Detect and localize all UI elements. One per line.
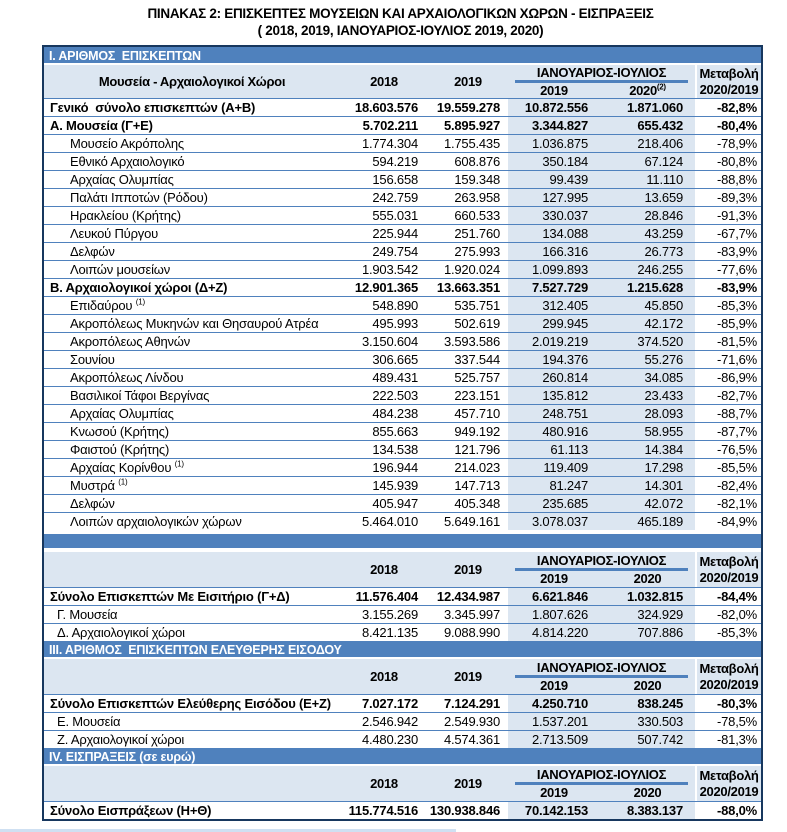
column-header-2018: 2018 xyxy=(370,776,398,791)
row-label: Φαιστού (Κρήτης) xyxy=(70,442,170,457)
table-row xyxy=(44,224,761,242)
cell-jul-2019: 235.685 xyxy=(508,495,600,512)
column-header-jul-2019: 2019 xyxy=(540,678,568,693)
cell-change: -82,1% xyxy=(717,496,757,511)
cell-jul-2019: 81.247 xyxy=(508,477,600,494)
row-label: Μυστρά $^{(1)}$ xyxy=(70,477,128,493)
cell-jul-2019: 1.099.893 xyxy=(508,261,600,278)
cell-2018: 306.665 xyxy=(372,352,418,367)
column-header-2018: 2018 xyxy=(370,562,398,577)
row-label: Ε. Μουσεία xyxy=(57,714,121,729)
cell-jul-2019: 3.078.037 xyxy=(508,513,600,530)
column-header-2018: 2018 xyxy=(370,669,398,684)
table-row xyxy=(44,605,761,623)
table-row xyxy=(44,494,761,512)
row-label: Δ. Αρχαιολογικοί χώροι xyxy=(57,625,185,640)
cell-change: -78,9% xyxy=(717,136,757,151)
row-label: Γ. Μουσεία xyxy=(57,607,118,622)
cell-2019: 1.755.435 xyxy=(443,136,500,151)
jan-jul-label: ΙΑΝΟΥΑΡΙΟΣ-ΙΟΥΛΙΟΣ xyxy=(515,552,688,571)
cell-jul-2019: 119.409 xyxy=(508,459,600,476)
table-row xyxy=(44,152,761,170)
cell-change: -83,9% xyxy=(717,280,757,295)
cell-2019: 275.993 xyxy=(454,244,500,259)
cell-2019: 9.088.990 xyxy=(443,625,500,640)
column-header-row xyxy=(44,550,761,587)
cell-jul-2020: 42.172 xyxy=(600,315,695,332)
cell-change: -88,7% xyxy=(717,406,757,421)
cell-2018: 594.219 xyxy=(372,154,418,169)
cell-jul-2019: 166.316 xyxy=(508,243,600,260)
section-band: ΙΙΙ. ΑΡΙΘΜΟΣ ΕΠΙΣΚΕΠΤΩΝ ΕΛΕΥΘΕΡΗΣ ΕΙΣΟΔΟΥ xyxy=(44,641,761,657)
cell-jul-2019: 312.405 xyxy=(508,297,600,314)
cell-2019: 608.876 xyxy=(454,154,500,169)
cell-2018: 405.947 xyxy=(372,496,418,511)
cell-jul-2019: 260.814 xyxy=(508,369,600,386)
row-label: Σύνολο Επισκεπτών Ελεύθερης Εισόδου (Ε+Ζ) xyxy=(50,696,331,711)
row-label: Σύνολο Επισκεπτών Με Εισιτήριο (Γ+Δ) xyxy=(50,589,290,604)
column-header-jul-2019: 2019 xyxy=(540,83,568,98)
column-header-change xyxy=(695,766,761,801)
cell-change: -85,5% xyxy=(717,460,757,475)
column-header-jul-2019: 2019 xyxy=(540,571,568,586)
cell-2019: 2.549.930 xyxy=(443,714,500,729)
cell-2018: 242.759 xyxy=(372,190,418,205)
row-label: Αρχαίας Κορίνθου $^{(1)}$ xyxy=(70,459,184,475)
row-label: Α. Μουσεία (Γ+Ε) xyxy=(50,118,153,133)
cell-2018: 489.431 xyxy=(372,370,418,385)
cell-2018: 7.027.172 xyxy=(361,696,418,711)
table-row xyxy=(44,623,761,641)
cell-jul-2019: 330.037 xyxy=(508,207,600,224)
cell-2019: 1.920.024 xyxy=(443,262,500,277)
column-header-jul-2020: 2020 xyxy=(633,785,662,800)
cell-change: -80,3% xyxy=(717,696,757,711)
cell-change: -85,3% xyxy=(717,625,757,640)
cell-jul-2020: 55.276 xyxy=(600,351,695,368)
cell-2019: 525.757 xyxy=(454,370,500,385)
cell-jul-2020: 507.742 xyxy=(600,731,695,748)
cell-jul-2020: 838.245 xyxy=(600,695,695,712)
table-row xyxy=(44,350,761,368)
row-label: Ακροπόλεως Αθηνών xyxy=(70,334,191,349)
cell-jul-2020: 13.659 xyxy=(600,189,695,206)
cell-jul-2019: 127.995 xyxy=(508,189,600,206)
row-label: Λευκού Πύργου xyxy=(70,226,159,241)
cell-jul-2020: 218.406 xyxy=(600,135,695,152)
stats-table xyxy=(42,45,763,821)
table-row xyxy=(44,98,761,116)
cell-2018: 225.944 xyxy=(372,226,418,241)
cell-2019: 251.760 xyxy=(454,226,500,241)
column-header-jan-jul-group xyxy=(508,552,695,587)
table-row xyxy=(44,134,761,152)
jan-jul-years xyxy=(508,678,695,694)
cell-jul-2020: 17.298 xyxy=(600,459,695,476)
cell-jul-2019: 1.807.626 xyxy=(508,606,600,623)
table-row xyxy=(44,188,761,206)
cell-jul-2019: 4.814.220 xyxy=(508,624,600,641)
cell-2019: 535.751 xyxy=(454,298,500,313)
cell-2019: 223.151 xyxy=(454,388,500,403)
cell-jul-2019: 1.537.201 xyxy=(508,713,600,730)
cell-2019: 130.938.846 xyxy=(429,803,500,818)
column-header-jul-2019: 2019 xyxy=(540,785,568,800)
cell-2019: 502.619 xyxy=(454,316,500,331)
column-header-site-label xyxy=(44,659,340,694)
cell-2019: 3.345.997 xyxy=(443,607,500,622)
column-header-jul-2020: 2020 xyxy=(633,678,662,693)
cell-change: -82,8% xyxy=(717,100,757,115)
table-row xyxy=(44,332,761,350)
cell-2019: 457.710 xyxy=(454,406,500,421)
cell-jul-2020: 67.124 xyxy=(600,153,695,170)
cell-jul-2020: 1.215.628 xyxy=(600,279,695,296)
cell-jul-2019: 134.088 xyxy=(508,225,600,242)
cell-change: -83,9% xyxy=(717,244,757,259)
cell-jul-2020: 14.301 xyxy=(600,477,695,494)
column-header-row xyxy=(44,63,761,98)
row-label: Ακροπόλεως Μυκηνών και Θησαυρού Ατρέα xyxy=(70,316,319,331)
cell-jul-2020: 23.433 xyxy=(600,387,695,404)
table-title-block xyxy=(0,0,787,39)
change-label-line1: Μεταβολή xyxy=(699,65,759,81)
cell-2018: 115.774.516 xyxy=(348,803,418,818)
cell-2018: 3.155.269 xyxy=(361,607,418,622)
cell-jul-2019: 350.184 xyxy=(508,153,600,170)
cell-2019: 159.348 xyxy=(454,172,500,187)
table-row xyxy=(44,242,761,260)
row-label: Β. Αρχαιολογικοί χώροι (Δ+Ζ) xyxy=(50,280,228,295)
row-label: Σύνολο Εισπράξεων (Η+Θ) xyxy=(50,803,212,818)
cell-jul-2020: 1.871.060 xyxy=(600,99,695,116)
jan-jul-years xyxy=(508,83,695,98)
table-subtitle: ( 2018, 2019, ΙΑΝΟΥΑΡΙΟΣ-ΙΟΥΛΙΟΣ 2019, 2020) xyxy=(257,23,544,38)
row-label: Λοιπών μουσείων xyxy=(70,262,171,277)
column-header-site-label xyxy=(44,552,340,587)
table-row xyxy=(44,404,761,422)
cell-jul-2020: 28.093 xyxy=(600,405,695,422)
column-header-jul-2020: 2020$^{(2)}$ xyxy=(629,82,666,98)
cell-change: -84,4% xyxy=(717,589,757,604)
row-label: Ακροπόλεως Λίνδου xyxy=(70,370,184,385)
table-row xyxy=(44,458,761,476)
row-label: Εθνικό Αρχαιολογικό xyxy=(70,154,185,169)
row-label: Βασιλικοί Τάφοι Βεργίνας xyxy=(70,388,210,403)
row-label: Ηρακλείου (Κρήτης) xyxy=(70,208,181,223)
table-title: ΠΙΝΑΚΑΣ 2: ΕΠΙΣΚΕΠΤΕΣ ΜΟΥΣΕΙΩΝ ΚΑΙ ΑΡΧΑΙΟΛΟΓΙΚΩΝ ΧΩΡΩΝ - ΕΙΣΠΡΑΞΕΙΣ xyxy=(147,6,654,21)
cell-jul-2020: 1.032.815 xyxy=(600,588,695,605)
column-header-2019: 2019 xyxy=(454,562,482,577)
cell-2018: 222.503 xyxy=(372,388,418,403)
cell-2018: 12.901.365 xyxy=(354,280,418,295)
cell-jul-2019: 2.019.219 xyxy=(508,333,600,350)
cell-2019: 660.533 xyxy=(454,208,500,223)
cell-jul-2019: 2.713.509 xyxy=(508,731,600,748)
cell-jul-2020: 34.085 xyxy=(600,369,695,386)
row-label: Παλάτι Ιπποτών (Ρόδου) xyxy=(70,190,208,205)
column-header-2019: 2019 xyxy=(454,669,482,684)
change-label-line2: 2020/2019 xyxy=(699,81,759,97)
cell-jul-2019: 6.621.846 xyxy=(508,588,600,605)
cell-jul-2019: 7.527.729 xyxy=(508,279,600,296)
cell-2019: 121.796 xyxy=(454,442,500,457)
row-label: Αρχαίας Ολυμπίας xyxy=(70,172,174,187)
table-row xyxy=(44,694,761,712)
table-row xyxy=(44,386,761,404)
cell-2018: 5.464.010 xyxy=(361,514,418,529)
cell-2018: 196.944 xyxy=(372,460,418,475)
section-spacer-band xyxy=(44,534,761,548)
cell-2018: 5.702.211 xyxy=(362,118,418,133)
row-label: Επιδαύρου $^{(1)}$ xyxy=(70,297,145,313)
column-header-change xyxy=(695,65,761,98)
cell-jul-2020: 42.072 xyxy=(600,495,695,512)
cell-2018: 555.031 xyxy=(372,208,418,223)
cell-change: -77,6% xyxy=(717,262,757,277)
footnote-1-marker: (1) xyxy=(118,477,128,487)
cell-2018: 145.939 xyxy=(372,478,418,493)
jan-jul-years xyxy=(508,785,695,801)
cell-jul-2019: 248.751 xyxy=(508,405,600,422)
table-row xyxy=(44,422,761,440)
cell-2018: 495.993 xyxy=(372,316,418,331)
cell-change: -80,4% xyxy=(717,118,757,133)
cell-2019: 405.348 xyxy=(454,496,500,511)
jan-jul-label: ΙΑΝΟΥΑΡΙΟΣ-ΙΟΥΛΙΟΣ xyxy=(515,659,688,678)
cell-2019: 5.649.161 xyxy=(443,514,500,529)
table-row xyxy=(44,296,761,314)
table-row xyxy=(44,170,761,188)
column-header-jan-jul-group xyxy=(508,65,695,98)
column-header-site-label xyxy=(44,766,340,801)
table-row xyxy=(44,278,761,296)
cell-jul-2019: 10.872.556 xyxy=(508,99,600,116)
cell-jul-2020: 14.384 xyxy=(600,441,695,458)
cell-2019: 3.593.586 xyxy=(443,334,500,349)
cell-2018: 1.903.542 xyxy=(361,262,418,277)
row-label: Γενικό σύνολο επισκεπτών (Α+Β) xyxy=(50,100,256,115)
cell-2018: 134.538 xyxy=(372,442,418,457)
column-header-jul-2020: 2020 xyxy=(633,571,662,586)
cell-jul-2020: 28.846 xyxy=(600,207,695,224)
cell-change: -71,6% xyxy=(717,352,757,367)
cell-2019: 5.895.927 xyxy=(443,118,500,133)
section-band: Ι. ΑΡΙΘΜΟΣ ΕΠΙΣΚΕΠΤΩΝ xyxy=(44,47,761,63)
cell-2019: 337.544 xyxy=(454,352,500,367)
cell-jul-2020: 374.520 xyxy=(600,333,695,350)
column-header-change xyxy=(695,659,761,694)
cell-change: -81,5% xyxy=(717,334,757,349)
cell-jul-2019: 3.344.827 xyxy=(508,117,600,134)
cell-jul-2020: 246.255 xyxy=(600,261,695,278)
cell-2019: 263.958 xyxy=(454,190,500,205)
cell-jul-2020: 330.503 xyxy=(600,713,695,730)
cell-2019: 19.559.278 xyxy=(436,100,500,115)
section-band: ΙV. ΕΙΣΠΡΑΞΕΙΣ (σε ευρώ) xyxy=(44,748,761,764)
cell-2018: 1.774.304 xyxy=(361,136,418,151)
cell-jul-2020: 8.383.137 xyxy=(600,802,695,819)
change-label-line2: 2020/2019 xyxy=(699,569,759,585)
cell-jul-2020: 324.929 xyxy=(600,606,695,623)
cell-change: -78,5% xyxy=(717,714,757,729)
cell-change: -89,3% xyxy=(717,190,757,205)
row-label: Αρχαίας Ολυμπίας xyxy=(70,406,174,421)
row-label: Λοιπών αρχαιολογικών χώρων xyxy=(70,514,242,529)
column-header-2019: 2019 xyxy=(454,776,482,791)
cell-2018: 2.546.942 xyxy=(361,714,418,729)
cell-jul-2020: 465.189 xyxy=(600,513,695,530)
cell-change: -85,9% xyxy=(717,316,757,331)
row-label: Μουσείο Ακρόπολης xyxy=(70,136,184,151)
cell-jul-2020: 707.886 xyxy=(600,624,695,641)
cell-2018: 855.663 xyxy=(372,424,418,439)
row-label: Δελφών xyxy=(70,244,115,259)
cell-2018: 156.658 xyxy=(372,172,418,187)
cell-change: -88,8% xyxy=(717,172,757,187)
cell-jul-2020: 11.110 xyxy=(600,171,695,188)
cell-2019: 949.192 xyxy=(454,424,500,439)
cell-jul-2019: 480.916 xyxy=(508,423,600,440)
cell-jul-2020: 43.259 xyxy=(600,225,695,242)
column-header-row xyxy=(44,764,761,801)
jan-jul-label: ΙΑΝΟΥΑΡΙΟΣ-ΙΟΥΛΙΟΣ xyxy=(515,766,688,785)
cell-jul-2019: 135.812 xyxy=(508,387,600,404)
column-header-change xyxy=(695,552,761,587)
table-row xyxy=(44,314,761,332)
table-row xyxy=(44,116,761,134)
cell-jul-2020: 45.850 xyxy=(600,297,695,314)
column-header-jan-jul-group xyxy=(508,659,695,694)
cell-2018: 484.238 xyxy=(372,406,418,421)
cell-2019: 13.663.351 xyxy=(436,280,500,295)
table-row xyxy=(44,512,761,530)
cell-2018: 3.150.604 xyxy=(361,334,418,349)
cell-change: -76,5% xyxy=(717,442,757,457)
column-header-row xyxy=(44,657,761,694)
cell-2019: 7.124.291 xyxy=(443,696,500,711)
footnote-2-marker: (2) xyxy=(656,82,666,92)
cell-change: -82,7% xyxy=(717,388,757,403)
cell-jul-2019: 299.945 xyxy=(508,315,600,332)
table-row xyxy=(44,587,761,605)
table-row xyxy=(44,368,761,386)
change-label-line1: Μεταβολή xyxy=(699,553,759,569)
cell-jul-2019: 4.250.710 xyxy=(508,695,600,712)
table-row xyxy=(44,801,761,819)
change-label-line2: 2020/2019 xyxy=(699,783,759,799)
cell-jul-2019: 70.142.153 xyxy=(508,802,600,819)
cell-2019: 12.434.987 xyxy=(436,589,500,604)
cell-change: -67,7% xyxy=(717,226,757,241)
cell-2019: 147.713 xyxy=(454,478,500,493)
change-label-line2: 2020/2019 xyxy=(699,676,759,692)
cell-change: -81,3% xyxy=(717,732,757,747)
cell-change: -86,9% xyxy=(717,370,757,385)
cell-2018: 8.421.135 xyxy=(361,625,418,640)
cell-jul-2019: 194.376 xyxy=(508,351,600,368)
cell-jul-2020: 655.432 xyxy=(600,117,695,134)
footnote-1-marker: (1) xyxy=(135,297,145,307)
change-label-line1: Μεταβολή xyxy=(699,660,759,676)
cell-change: -91,3% xyxy=(717,208,757,223)
cell-jul-2019: 1.036.875 xyxy=(508,135,600,152)
cell-jul-2019: 61.113 xyxy=(508,441,600,458)
cell-jul-2019: 99.439 xyxy=(508,171,600,188)
cell-2018: 548.890 xyxy=(372,298,418,313)
row-label: Κνωσού (Κρήτης) xyxy=(70,424,169,439)
cell-change: -82,4% xyxy=(717,478,757,493)
cell-change: -84,9% xyxy=(717,514,757,529)
column-header-site-label: Μουσεία - Αρχαιολογικοί Χώροι xyxy=(98,74,286,89)
cell-change: -85,3% xyxy=(717,298,757,313)
change-label-line1: Μεταβολή xyxy=(699,767,759,783)
row-label: Δελφών xyxy=(70,496,115,511)
table-row xyxy=(44,206,761,224)
jan-jul-label: ΙΑΝΟΥΑΡΙΟΣ-ΙΟΥΛΙΟΣ xyxy=(515,65,688,83)
column-header-2018: 2018 xyxy=(370,74,398,89)
cell-2019: 4.574.361 xyxy=(443,732,500,747)
table-row xyxy=(44,260,761,278)
cell-change: -87,7% xyxy=(717,424,757,439)
row-label: Ζ. Αρχαιολογικοί χώροι xyxy=(57,732,185,747)
cell-jul-2020: 58.955 xyxy=(600,423,695,440)
table-row xyxy=(44,476,761,494)
table-row xyxy=(44,730,761,748)
column-header-2019: 2019 xyxy=(454,74,482,89)
cell-change: -88,0% xyxy=(717,803,757,818)
row-label: Σουνίου xyxy=(70,352,115,367)
column-header-jan-jul-group xyxy=(508,766,695,801)
cell-jul-2020: 26.773 xyxy=(600,243,695,260)
cell-2019: 214.023 xyxy=(454,460,500,475)
footnote-1-marker: (1) xyxy=(174,459,184,469)
table-row xyxy=(44,712,761,730)
cell-2018: 4.480.230 xyxy=(361,732,418,747)
cell-2018: 249.754 xyxy=(372,244,418,259)
jan-jul-years xyxy=(508,571,695,587)
cell-2018: 18.603.576 xyxy=(354,100,418,115)
table-row xyxy=(44,440,761,458)
cell-change: -82,0% xyxy=(717,607,757,622)
cell-2018: 11.576.404 xyxy=(355,589,418,604)
cell-change: -80,8% xyxy=(717,154,757,169)
